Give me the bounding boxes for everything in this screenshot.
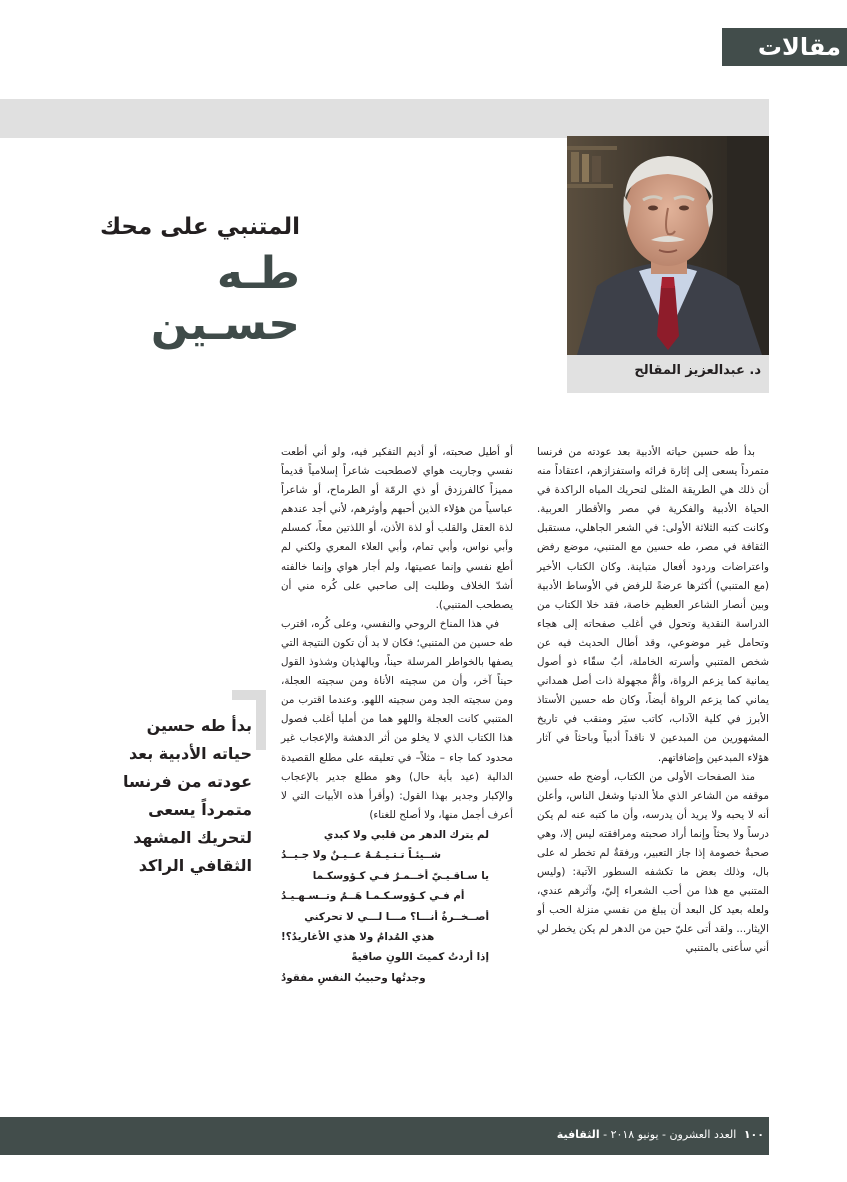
pull-quote-line: لتحريك المشهد — [133, 828, 252, 847]
body-paragraph: بدأ طه حسين حياته الأدبية بعد عودته من فرنسا متمرداً يسعى إلى إثارة قرائه واستفزازهم، اعتقاداً منه أن ذلك هي الطريقة المثلى لتحريك المياه الراكدة في الحياة الأدبية والفكرية في مصر والأقطار العربية. وكانت كتبه الثلاثة الأولى: في الشعر الجاهلي، مستقبل الثقافة في مصر، طه حسين مع المتنبي، موضع رفض واعتراضات وردود أفعال متباينة. وكان الكتاب الأخير (مع المتنبي) أكثرها عرضةً للرفض في الأوساط الأدبية وبين أنصار الشاعر العظيم خاصة، فقد خلا الكتاب من الدراسة النقدية وتحول في أغلب صفحاته إلى هجاء وتحامل غير موضوعي، وقد أطال الحديث فيه عن شخص المتنبي وأسرته الخاملة، أبٌ سقّاء ذو أصول يمانية كما يزعم الرواة، وأمٌّ مجهولة ذات أصل همداني يماني كما يزعم الرواة أيضاً، وكان طه حسين الأستاذ الأبرز في كلية الآداب، كاتب سيَر ومنقب في تاريخ المشهورين من المبدعين لا ناقداً أدبياً وباحثاً في آثار هؤلاء المبدعين وإضافاتهم. — [537, 446, 769, 764]
body-paragraph: منذ الصفحات الأولى من الكتاب، أوضح طه حسين موقفه من الشاعر الذي ملأ الدنيا وشغل الناس، وأعلن أنه لا يحبه ولا يريد أن يدرسه، وأن ما كتبه عنه لم يكن درساً ولا بحثاً وإنما أراد صحبته ومرافقته ليس إلا، وهي صحبةٌ خصومة إذا جاز التعبير، ورفقةٌ لم تخطر له على بال، وذلك بعض ما تكشفه السطور الآتية: (وليس المتنبي مع هذا من أحب الشعراء إليّ، وآثرهم عندي، ولعله بعيد كل البعد أن يبلغ من نفسي منزلة الحب أو الإيثار... ولقد أتى عليّ حين من الدهر لم يكن يخطر لي أني سأعنى بالمتنبي — [537, 770, 769, 955]
verse-line: وجدتُها وحبيبُ النفسِ مفقودُ — [281, 971, 426, 984]
article-column-right — [537, 443, 769, 959]
pull-quote-line: بدأ طه حسين — [146, 716, 252, 735]
article-title-line2: طـه حسـين — [150, 248, 300, 350]
pull-quote-line: الثقافي الراكد — [138, 856, 252, 875]
footer-info — [548, 1128, 764, 1141]
poem-verses — [281, 825, 513, 988]
article-column-left — [281, 443, 513, 988]
issue-info: العدد العشرون - يونيو ٢٠١٨ - — [603, 1128, 737, 1141]
pull-quote-line: عودته من فرنسا — [122, 772, 252, 791]
section-tab — [722, 28, 847, 66]
page-number: ١٠٠ — [743, 1128, 764, 1141]
verse-line: لم يترك الدهر من قلبي ولا كبدي — [323, 828, 489, 841]
verse-line: إذا أردتُ كميتَ اللونِ صافيةً — [351, 951, 489, 964]
header-band — [0, 99, 769, 138]
verse-line: شــيئـاً تـتـيـمُـهُ عــيـنٌ ولا جـيــدُ — [281, 849, 442, 862]
body-paragraph: أو أطيل صحبته، أو أديم التفكير فيه، ولو أني أطعت نفسي وجاريت هواي لاصطحبت شاعراً إسلامياً قديماً مميزاً كالفرزدق أو ذي الرمّة أو الطرماح، أو شاعراً عباسياً من هؤلاء الذين أحبهم وأوثرهم، لأني أجد عندهم لذة العقل والقلب أو لذة الأذن، أو اللذتين معاً، كمسلم وأبي نواس، وأبي تمام، وأبي العلاء المعري ولكني لم أطع نفسي وإنما عصيتها، ولم أجار هواي وإنما خالفته أشدّ الخلاف وطلبت إلى صاحبي على كُره مني أن يصطحب المتنبي). — [281, 446, 513, 611]
verse-line: أصــخــرةٌ أنـــا؟ مـــا لـــي لا تحركني — [304, 910, 489, 923]
section-label: مقالات — [757, 33, 841, 61]
verse-line: يا سـاقـيـيّ أخــمـرٌ فـي كـؤوسكـما — [312, 869, 489, 882]
pull-quote-line: متمرداً يسعى — [148, 800, 252, 819]
article-title-line1: المتنبي على محك — [100, 214, 300, 240]
pull-quote-line: حياته الأدبية بعد — [128, 744, 252, 763]
verse-line: هذي المُدامُ ولا هذي الأغاريدُ؟! — [281, 930, 435, 943]
magazine-name: الثقافية — [556, 1128, 600, 1141]
verse-line: أم فـي كـؤوسـكـمـا هَــمٌ وتــسـهـيـدُ — [281, 890, 465, 903]
author-name: د. عبدالعزيز المقالح — [634, 363, 761, 378]
pull-quote — [112, 712, 252, 880]
body-paragraph: في هذا المناخ الروحي والنفسي، وعلى كُره، اقترب طه حسين من المتنبي؛ فكان لا بد أن تكون النتيجة التي يصفها بالخواطر المرسلة حيناً، وبالهذيان وشذوذ القول حيناً آخر، وأن من سجيته الأناة ومن سجيته العجلة، ومن سجيته الجد ومن سجيته اللهو. وعندما اقترب من المتنبي كانت العجلة واللهو هما من أمليا أغلب فصول هذا الكتاب الذي لا يخلو من أثر الدهشة والإعجاب غير محدود كما جاء – مثلاً– في تعليقه على مطلع القصيدة الدالية (عيد بأية حال) وهو مطلع جدير بالإعجاب والإكبار وجدير بهذا القول: (وأقرأ هذه الأبيات التي لا أعرف أجمل منها، ولا أصلح للغناء) — [281, 617, 513, 821]
author-photo — [567, 136, 769, 355]
